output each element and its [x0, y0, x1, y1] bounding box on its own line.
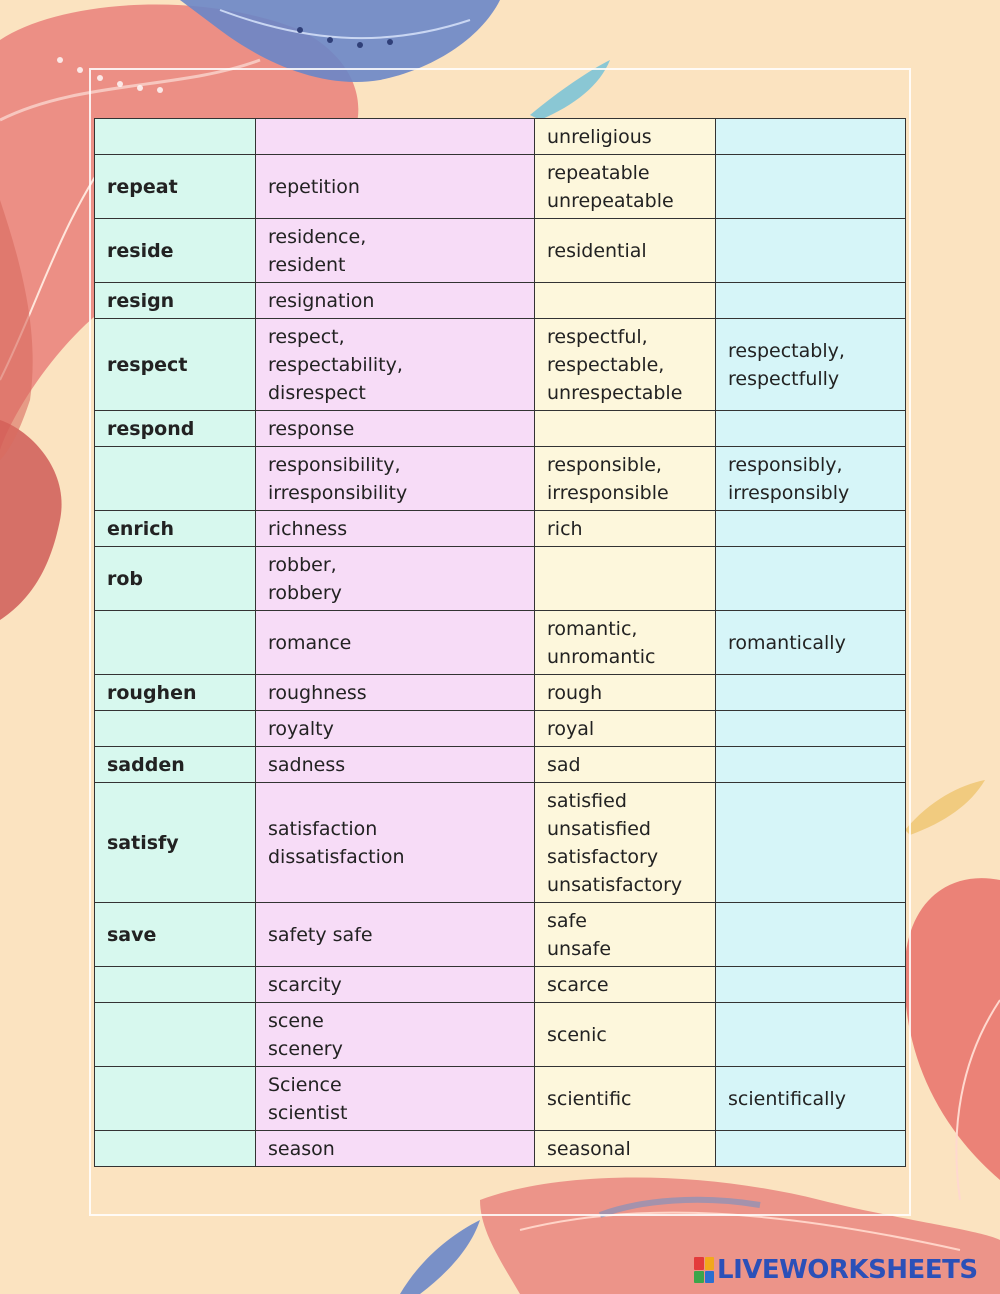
adverb-line: responsibly,	[728, 453, 843, 476]
verb-text: roughen	[107, 681, 197, 704]
verb-cell	[95, 547, 256, 611]
noun-cell	[256, 447, 535, 511]
adjective-cell	[535, 675, 716, 711]
adjective-line: safe	[547, 909, 587, 932]
table-row	[95, 711, 906, 747]
adjective-cell	[535, 903, 716, 967]
noun-cell	[256, 155, 535, 219]
verb-cell	[95, 783, 256, 903]
verb-cell	[95, 711, 256, 747]
table-row	[95, 547, 906, 611]
adverb-line: respectfully	[728, 367, 840, 390]
adverb-line: irresponsibly	[728, 481, 850, 504]
verb-cell	[95, 119, 256, 155]
adjective-line: unsatisfied	[547, 817, 651, 840]
adjective-cell	[535, 783, 716, 903]
noun-line: residence,	[268, 225, 367, 248]
adjective-line: respectable,	[547, 353, 665, 376]
noun-cell	[256, 967, 535, 1003]
adverb-cell	[716, 411, 906, 447]
adverb-line: respectably,	[728, 339, 845, 362]
noun-line: scarcity	[268, 973, 342, 996]
noun-line: resignation	[268, 289, 375, 312]
verb-text: enrich	[107, 517, 175, 540]
noun-line: irresponsibility	[268, 481, 408, 504]
adverb-line: romantically	[728, 631, 846, 654]
adjective-line: sad	[547, 753, 581, 776]
noun-cell	[256, 1003, 535, 1067]
adjective-line: unsatisfactory	[547, 873, 683, 896]
table-row	[95, 411, 906, 447]
adjective-cell	[535, 711, 716, 747]
verb-cell	[95, 675, 256, 711]
noun-cell	[256, 1131, 535, 1167]
table-row	[95, 1067, 906, 1131]
adverb-cell	[716, 747, 906, 783]
table-row	[95, 611, 906, 675]
adverb-cell	[716, 783, 906, 903]
adverb-line: scientifically	[728, 1087, 846, 1110]
adjective-line: unrepeatable	[547, 189, 674, 212]
adverb-cell	[716, 283, 906, 319]
adjective-line: rich	[547, 517, 583, 540]
dark-red-feather-left	[0, 420, 62, 620]
table-row	[95, 511, 906, 547]
noun-line: respectability,	[268, 353, 403, 376]
adjective-line: residential	[547, 239, 647, 262]
adjective-cell	[535, 319, 716, 411]
noun-line: safety safe	[268, 923, 373, 946]
table-row	[95, 903, 906, 967]
adjective-cell	[535, 1067, 716, 1131]
noun-cell	[256, 119, 535, 155]
verb-text: save	[107, 923, 157, 946]
verb-text: resign	[107, 289, 175, 312]
liveworksheets-logo	[694, 1255, 978, 1285]
noun-cell	[256, 1067, 535, 1131]
adjective-cell	[535, 1003, 716, 1067]
noun-line: romance	[268, 631, 352, 654]
adjective-cell	[535, 411, 716, 447]
table-row	[95, 155, 906, 219]
verb-cell	[95, 747, 256, 783]
noun-line: resident	[268, 253, 346, 276]
table-row	[95, 747, 906, 783]
adjective-cell	[535, 155, 716, 219]
brand-name: LIVEWORKSHEETS	[717, 1255, 978, 1285]
verb-cell	[95, 903, 256, 967]
noun-line: repetition	[268, 175, 360, 198]
adverb-cell	[716, 903, 906, 967]
adjective-cell	[535, 219, 716, 283]
noun-line: robbery	[268, 581, 342, 604]
adjective-line: respectful,	[547, 325, 648, 348]
adjective-line: repeatable	[547, 161, 650, 184]
adjective-line: irresponsible	[547, 481, 669, 504]
adjective-line: royal	[547, 717, 595, 740]
adverb-cell	[716, 1067, 906, 1131]
noun-line: sadness	[268, 753, 346, 776]
adjective-line: rough	[547, 681, 603, 704]
table-row	[95, 783, 906, 903]
adjective-cell	[535, 547, 716, 611]
adjective-line: satisfactory	[547, 845, 659, 868]
red-feather-right	[904, 878, 1000, 1180]
noun-line: scenery	[268, 1037, 343, 1060]
blue-feather-bottom	[400, 1220, 480, 1294]
noun-cell	[256, 903, 535, 967]
verb-cell	[95, 283, 256, 319]
noun-cell	[256, 747, 535, 783]
adjective-line: responsible,	[547, 453, 662, 476]
adjective-cell	[535, 283, 716, 319]
noun-line: robber,	[268, 553, 337, 576]
noun-cell	[256, 283, 535, 319]
adverb-cell	[716, 447, 906, 511]
adjective-cell	[535, 511, 716, 547]
adjective-line: scenic	[547, 1023, 607, 1046]
verb-text: sadden	[107, 753, 185, 776]
adjective-line: seasonal	[547, 1137, 631, 1160]
adjective-cell	[535, 747, 716, 783]
yellow-feather-right	[905, 780, 985, 835]
adverb-cell	[716, 675, 906, 711]
table-row	[95, 319, 906, 411]
verb-text: rob	[107, 567, 144, 590]
verb-cell	[95, 967, 256, 1003]
noun-cell	[256, 675, 535, 711]
noun-cell	[256, 711, 535, 747]
adverb-cell	[716, 1131, 906, 1167]
adjective-line: satisfied	[547, 789, 627, 812]
noun-cell	[256, 511, 535, 547]
verb-text: reside	[107, 239, 174, 262]
table-row	[95, 447, 906, 511]
verb-text: satisfy	[107, 831, 179, 854]
adjective-line: unrespectable	[547, 381, 683, 404]
adverb-cell	[716, 547, 906, 611]
noun-cell	[256, 547, 535, 611]
adverb-cell	[716, 155, 906, 219]
noun-line: richness	[268, 517, 348, 540]
verb-cell	[95, 1067, 256, 1131]
verb-text: respect	[107, 353, 188, 376]
verb-cell	[95, 219, 256, 283]
adjective-line: romantic,	[547, 617, 638, 640]
noun-line: season	[268, 1137, 335, 1160]
verb-cell	[95, 411, 256, 447]
noun-line: disrespect	[268, 381, 366, 404]
adjective-cell	[535, 447, 716, 511]
table-row	[95, 675, 906, 711]
word-forms-table	[94, 118, 906, 1167]
noun-line: scene	[268, 1009, 324, 1032]
noun-line: response	[268, 417, 355, 440]
noun-line: dissatisfaction	[268, 845, 405, 868]
verb-cell	[95, 319, 256, 411]
noun-line: scientist	[268, 1101, 348, 1124]
adverb-cell	[716, 219, 906, 283]
verb-cell	[95, 511, 256, 547]
noun-cell	[256, 611, 535, 675]
verb-text: respond	[107, 417, 195, 440]
noun-line: royalty	[268, 717, 334, 740]
noun-cell	[256, 411, 535, 447]
verb-cell	[95, 1131, 256, 1167]
adjective-line: scarce	[547, 973, 609, 996]
adverb-cell	[716, 319, 906, 411]
adverb-cell	[716, 711, 906, 747]
adjective-cell	[535, 1131, 716, 1167]
noun-line: responsibility,	[268, 453, 401, 476]
adverb-cell	[716, 1003, 906, 1067]
adjective-cell	[535, 119, 716, 155]
adverb-cell	[716, 967, 906, 1003]
adjective-line: unreligious	[547, 125, 652, 148]
noun-cell	[256, 219, 535, 283]
adverb-cell	[716, 119, 906, 155]
table-row	[95, 119, 906, 155]
noun-cell	[256, 783, 535, 903]
noun-line: satisfaction	[268, 817, 378, 840]
verb-cell	[95, 447, 256, 511]
table-row	[95, 967, 906, 1003]
verb-text: repeat	[107, 175, 178, 198]
noun-line: Science	[268, 1073, 342, 1096]
noun-line: respect,	[268, 325, 345, 348]
adjective-line: unromantic	[547, 645, 656, 668]
verb-cell	[95, 611, 256, 675]
noun-cell	[256, 319, 535, 411]
adjective-line: scientific	[547, 1087, 632, 1110]
table-row	[95, 1131, 906, 1167]
verb-cell	[95, 155, 256, 219]
adjective-line: unsafe	[547, 937, 612, 960]
adjective-cell	[535, 967, 716, 1003]
adjective-cell	[535, 611, 716, 675]
adverb-cell	[716, 511, 906, 547]
liveworksheets-mark-icon	[694, 1257, 714, 1283]
table-row	[95, 283, 906, 319]
adverb-cell	[716, 611, 906, 675]
table-row	[95, 1003, 906, 1067]
verb-cell	[95, 1003, 256, 1067]
noun-line: roughness	[268, 681, 367, 704]
table-row	[95, 219, 906, 283]
